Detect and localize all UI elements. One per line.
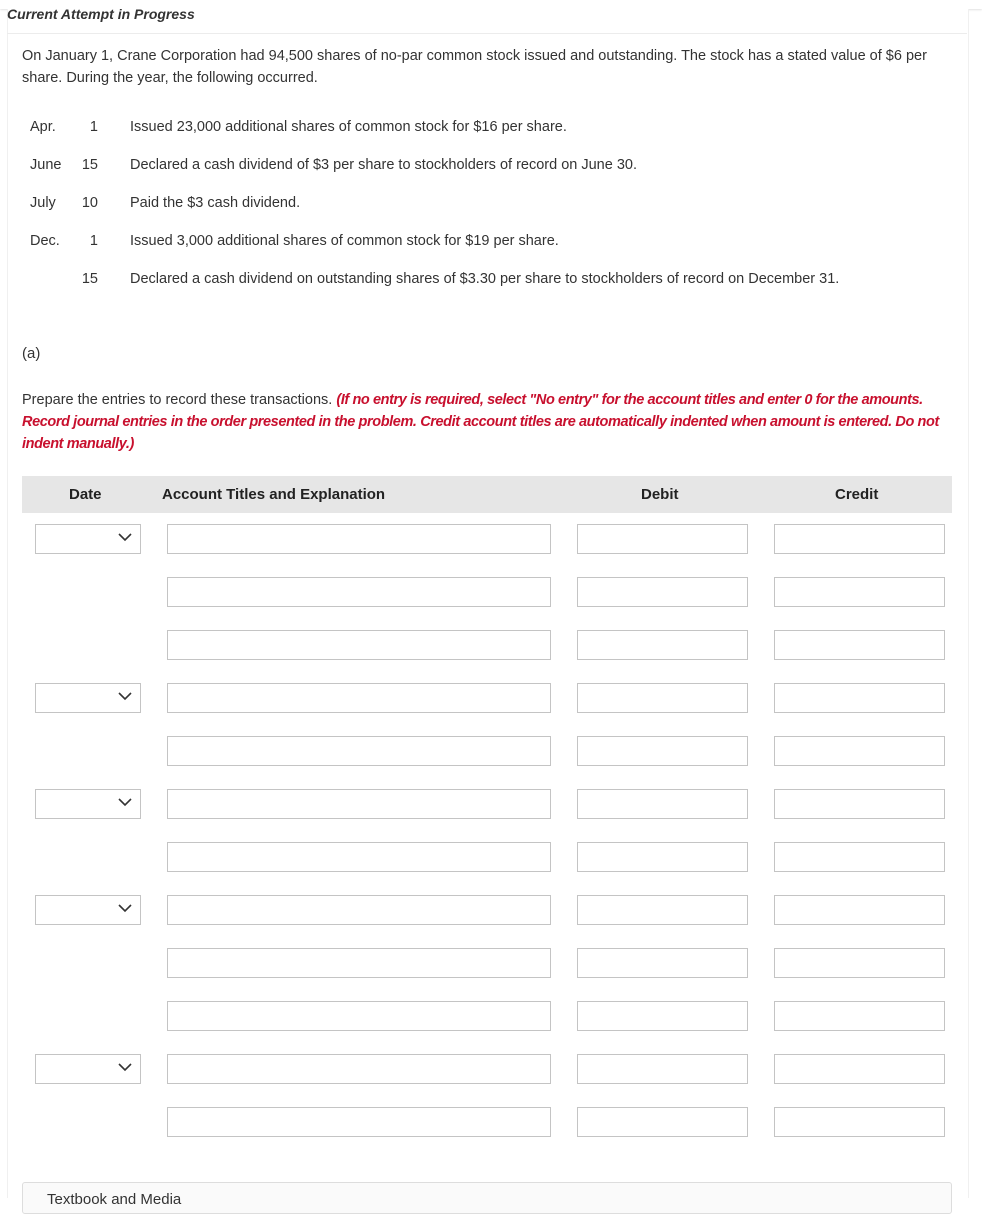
transaction-day: 10 — [81, 195, 98, 211]
debit-input[interactable] — [577, 1107, 748, 1137]
transaction-day: 1 — [89, 119, 98, 135]
debit-input[interactable] — [577, 895, 748, 925]
account-title-input[interactable] — [167, 577, 551, 607]
transaction-row — [22, 270, 962, 308]
date-select[interactable] — [35, 1054, 141, 1084]
debit-input[interactable] — [577, 577, 748, 607]
transaction-row — [22, 156, 962, 194]
transaction-row — [22, 118, 962, 156]
account-title-input[interactable] — [167, 1001, 551, 1031]
journal-header — [22, 476, 952, 513]
journal-row — [22, 620, 952, 673]
credit-input[interactable] — [774, 577, 945, 607]
header-date: Date — [69, 486, 102, 503]
debit-input[interactable] — [577, 736, 748, 766]
journal-row — [22, 673, 952, 726]
chevron-down-icon — [118, 795, 132, 809]
transaction-day: 15 — [81, 157, 98, 173]
transaction-month: Dec. — [30, 233, 60, 249]
credit-input[interactable] — [774, 683, 945, 713]
instructions — [22, 389, 957, 455]
date-select[interactable] — [35, 895, 141, 925]
credit-input[interactable] — [774, 948, 945, 978]
journal-row — [22, 1044, 952, 1097]
journal-entries — [22, 514, 952, 1150]
textbook-media-label: Textbook and Media — [47, 1191, 182, 1208]
debit-input[interactable] — [577, 524, 748, 554]
attempt-status-title: Current Attempt in Progress — [7, 6, 195, 22]
journal-row — [22, 514, 952, 567]
transaction-text: Paid the $3 cash dividend. — [130, 195, 301, 211]
credit-input[interactable] — [774, 736, 945, 766]
transaction-row — [22, 194, 962, 232]
credit-input[interactable] — [774, 1001, 945, 1031]
transaction-text: Issued 3,000 additional shares of common stock for $19 per share. — [130, 233, 559, 249]
journal-row — [22, 991, 952, 1044]
credit-input[interactable] — [774, 1107, 945, 1137]
chevron-down-icon — [118, 530, 132, 544]
transaction-text: Declared a cash dividend of $3 per share to stockholders of record on June 30. — [130, 157, 637, 173]
account-title-input[interactable] — [167, 736, 551, 766]
date-select[interactable] — [35, 789, 141, 819]
journal-row — [22, 567, 952, 620]
credit-input[interactable] — [774, 842, 945, 872]
journal-row — [22, 885, 952, 938]
credit-input[interactable] — [774, 895, 945, 925]
chevron-down-icon — [118, 1060, 132, 1074]
journal-row — [22, 726, 952, 779]
journal-row — [22, 779, 952, 832]
problem-intro: On January 1, Crane Corporation had 94,500 shares of no-par common stock issued and outstanding. The stock has a stated value of $6 per share. During the year, the following occurred. — [22, 48, 927, 86]
account-title-input[interactable] — [167, 1107, 551, 1137]
header-debit: Debit — [641, 486, 679, 503]
debit-input[interactable] — [577, 630, 748, 660]
debit-input[interactable] — [577, 789, 748, 819]
debit-input[interactable] — [577, 1001, 748, 1031]
debit-input[interactable] — [577, 948, 748, 978]
account-title-input[interactable] — [167, 630, 551, 660]
textbook-media-panel[interactable] — [22, 1182, 952, 1214]
debit-input[interactable] — [577, 683, 748, 713]
credit-input[interactable] — [774, 789, 945, 819]
account-title-input[interactable] — [167, 789, 551, 819]
transaction-day: 1 — [89, 233, 98, 249]
account-title-input[interactable] — [167, 895, 551, 925]
date-select[interactable] — [35, 683, 141, 713]
credit-input[interactable] — [774, 1054, 945, 1084]
journal-row — [22, 1097, 952, 1150]
debit-input[interactable] — [577, 842, 748, 872]
chevron-down-icon — [118, 901, 132, 915]
part-label: (a) — [22, 345, 41, 362]
account-title-input[interactable] — [167, 683, 551, 713]
account-title-input[interactable] — [167, 948, 551, 978]
account-title-input[interactable] — [167, 1054, 551, 1084]
transaction-list — [22, 118, 962, 308]
credit-input[interactable] — [774, 524, 945, 554]
transaction-month: Apr. — [30, 119, 56, 135]
date-select[interactable] — [35, 524, 141, 554]
transaction-text: Issued 23,000 additional shares of common stock for $16 per share. — [130, 119, 567, 135]
transaction-month: July — [30, 195, 56, 211]
debit-input[interactable] — [577, 1054, 748, 1084]
credit-input[interactable] — [774, 630, 945, 660]
transaction-month: June — [30, 157, 62, 173]
transaction-day: 15 — [81, 271, 98, 287]
chevron-down-icon — [118, 689, 132, 703]
header-credit: Credit — [835, 486, 879, 503]
account-title-input[interactable] — [167, 524, 551, 554]
instructions-note: (If no entry is required, select "No entry" for the account titles and enter 0 for the amounts. Record journal entries in the order presented in the problem. Credit account titles are automatically indented when amount is entered. Do not indent manually.) — [22, 392, 939, 452]
transaction-text: Declared a cash dividend on outstanding shares of $3.30 per share to stockholders of record on December 31. — [130, 271, 840, 287]
transaction-row — [22, 232, 962, 270]
instructions-text: Prepare the entries to record these transactions. — [22, 392, 337, 408]
journal-row — [22, 832, 952, 885]
journal-row — [22, 938, 952, 991]
account-title-input[interactable] — [167, 842, 551, 872]
divider — [7, 33, 967, 34]
header-account: Account Titles and Explanation — [162, 486, 386, 503]
